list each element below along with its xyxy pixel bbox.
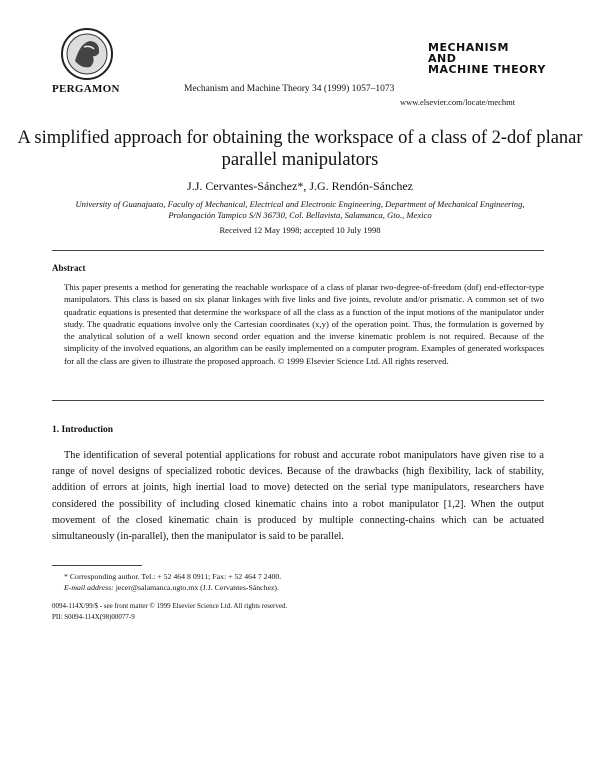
divider-abstract — [52, 400, 544, 401]
introduction-text: The identification of several potential applications for robust and accurate robot manipulators have given rise to a range of novel designs of specialized robotic devices. Because of the drawbacks (high flexibility, lack of stability, addition of errors at joints, high inertial load to move) detected on the serial type manipulators, researchers have considered the possibility of including closed kinematic chains into a robot manipulator [1,2]. When the output movement of the closed kinematic chain is produced by multiple connecting-chains which can be actuated simultaneously (in-parallel), then the manipulator is said to be parallel. — [52, 450, 544, 543]
journal-brand-line-3: MACHINE THEORY — [428, 63, 546, 76]
footnote-divider — [52, 565, 142, 566]
front-matter — [52, 601, 287, 622]
email-label: E-mail address: — [64, 583, 114, 592]
publisher-name: PERGAMON — [52, 83, 120, 95]
footnote — [64, 571, 281, 593]
abstract-heading: Abstract — [52, 263, 86, 273]
journal-brand-line-1: MECHANISM — [428, 41, 509, 54]
copyright-line: 0094-114X/99/$ - see front matter © 1999 Elsevier Science Ltd. All rights reserved. — [52, 602, 288, 610]
email-line — [64, 582, 281, 593]
article-affiliation: University of Guanajuato, Faculty of Mechanical, Electrical and Electronic Engineering, Department of Mechanical Engineering, Prolongación Tampico S/N 36730, Col. Bellavista, Salamanca, Gto., Mexico — [75, 199, 525, 220]
article-authors: J.J. Cervantes-Sánchez*, J.G. Rendón-Sánchez — [187, 179, 413, 193]
corresponding-author-note: * Corresponding author. Tel.: + 52 464 8 0911; Fax: + 52 464 7 2400. — [64, 572, 282, 581]
journal-citation: Mechanism and Machine Theory 34 (1999) 1057–1073 — [184, 84, 395, 94]
section-heading-introduction: 1. Introduction — [52, 425, 114, 435]
article-title: A simplified approach for obtaining the workspace of a class of 2-dof planar parallel manipulators — [17, 128, 583, 170]
abstract-text: This paper presents a method for generating the reachable workspace of a class of planar two-degree-of-freedom (dof) end-effector-type manipulators. This class is based on six planar linkages with five links and five joints, revolute and/or prismatic. A common set of two quadratic equations is presented that determine the workspace of all the class as a function of the input motions of the manipulator under study. The quadratic equations involve only the Cartesian coordinates (x,y) of the operation point. Thus, the formulation is governed by the analytical solution of a well known second order equation and the inverse kinematic problem is not required. Because of the simplicity of the involved equations, an algorithm can be easily implemented on a computer program. Examples of generated workspaces for all the class are given to illustrate the proposed approach. © 1999 Elsevier Science Ltd. All rights reserved. — [64, 282, 544, 366]
pii-line: PII: S0094-114X(98)00077-9 — [52, 612, 135, 621]
email-address[interactable]: jecer@salamanca.ugto.mx (J.J. Cervantes-Sánchez). — [115, 583, 279, 592]
journal-brand — [428, 42, 546, 75]
article-dates: Received 12 May 1998; accepted 10 July 1998 — [219, 225, 381, 235]
pergamon-logo-icon — [60, 27, 114, 81]
divider-top — [52, 250, 544, 251]
journal-url[interactable]: www.elsevier.com/locate/mechmt — [400, 97, 516, 107]
journal-brand-line-2: AND — [428, 52, 457, 65]
